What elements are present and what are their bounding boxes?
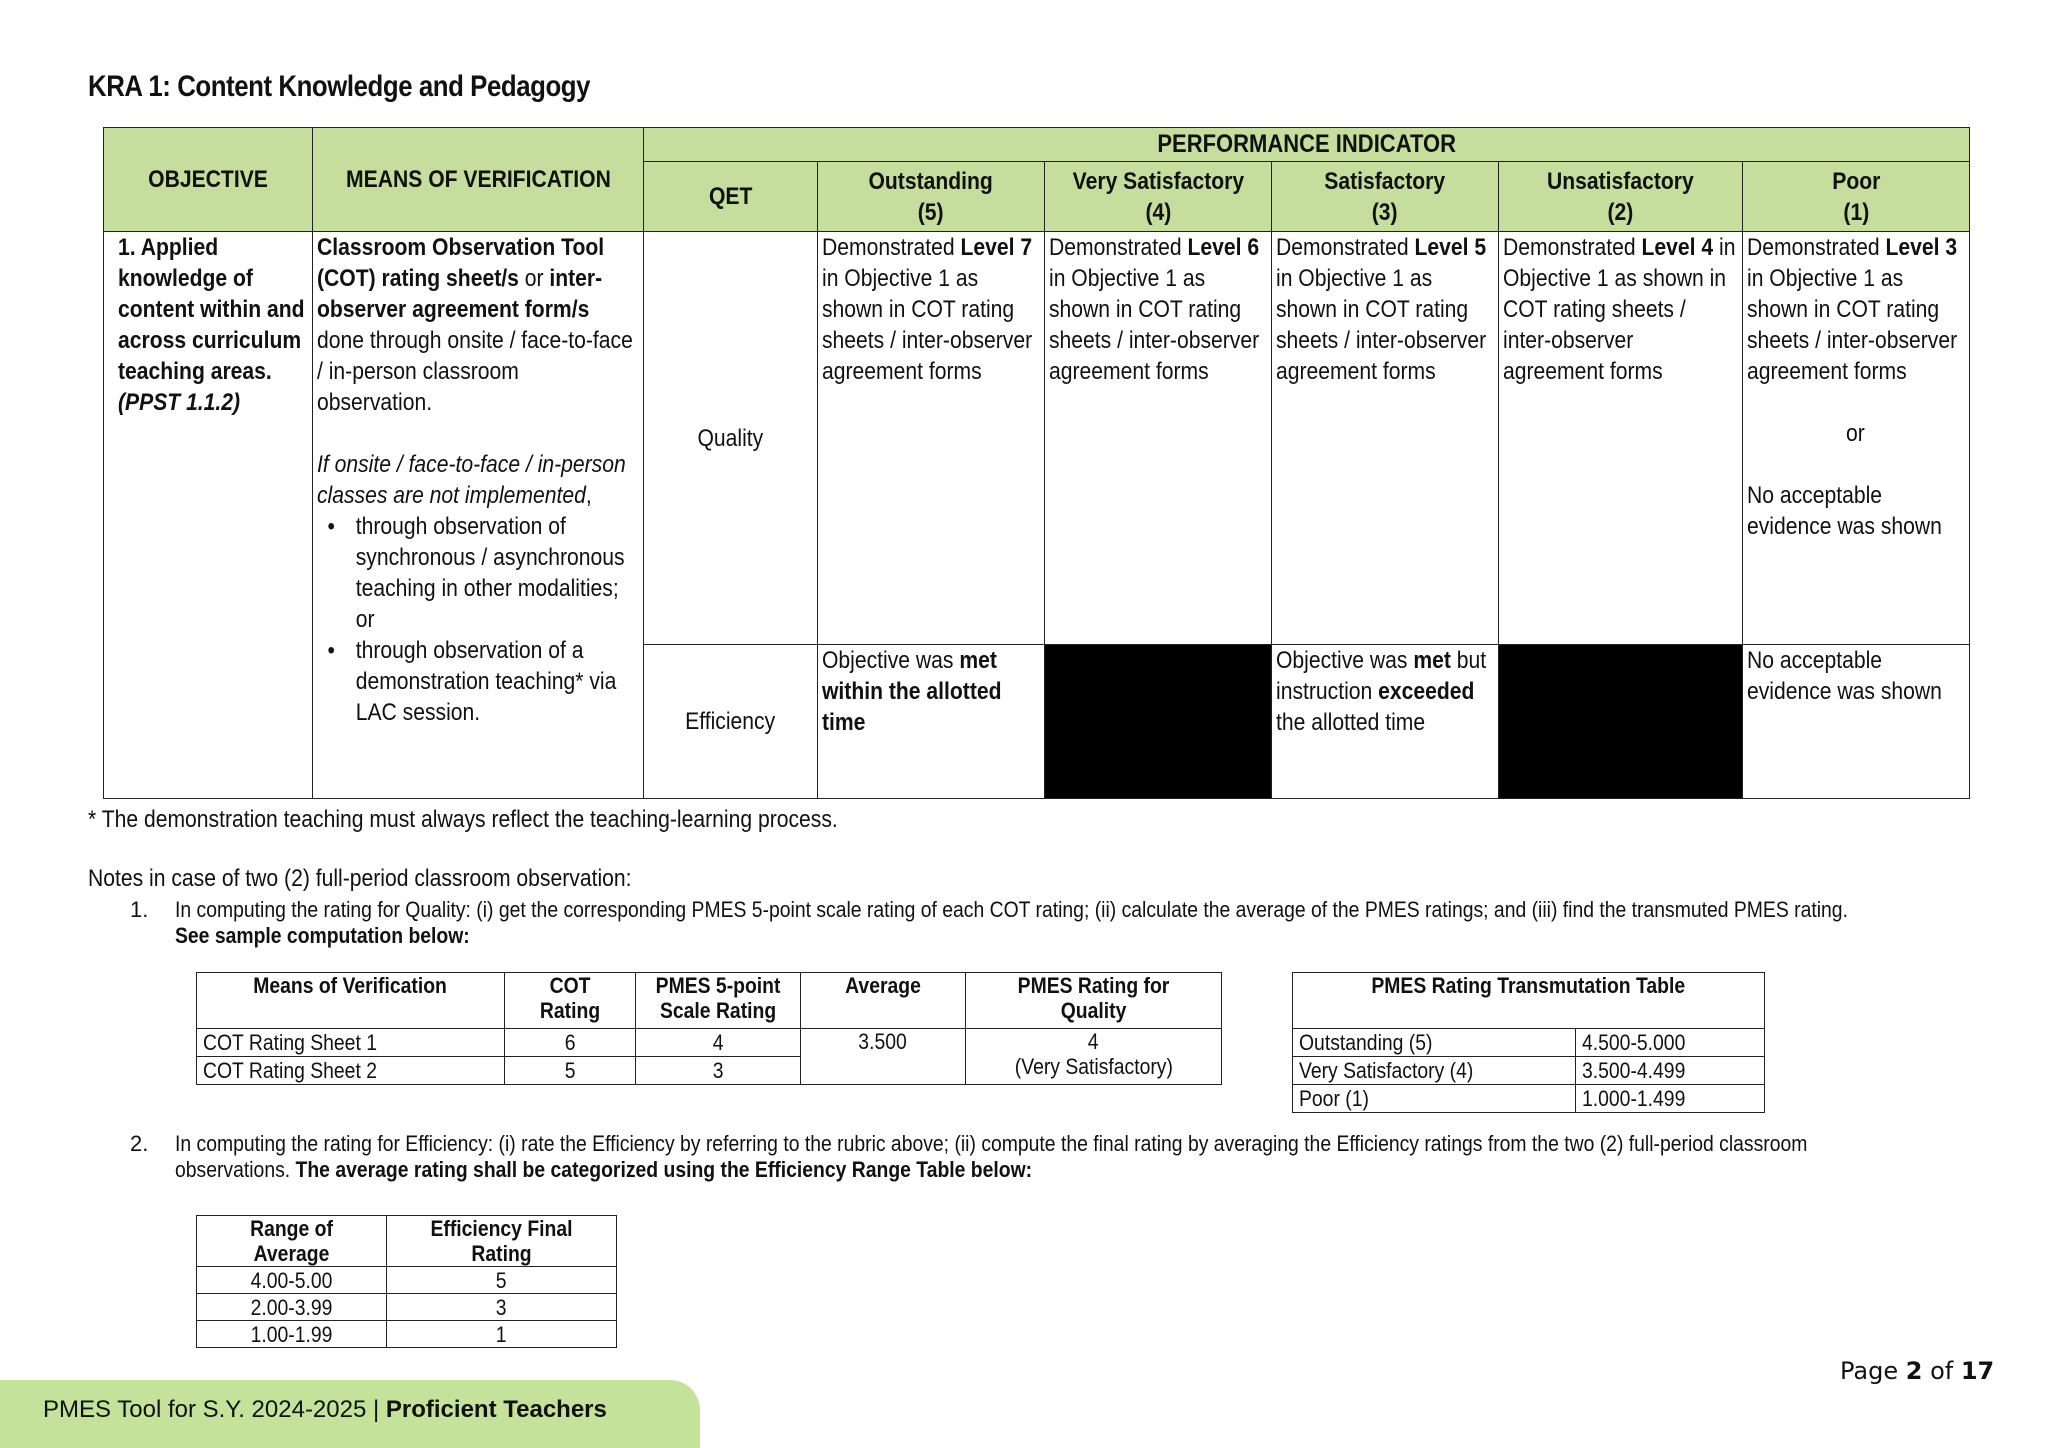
objective-text: 1. Applied knowledge of content within and across curriculum teaching areas. xyxy=(118,234,305,385)
sample-computation-table xyxy=(196,972,1222,1085)
header-means-of-verification: MEANS OF VERIFICATION xyxy=(313,128,644,232)
objective-ref: (PPST 1.1.2) xyxy=(118,389,241,416)
footer-text: PMES Tool for S.Y. 2024-2025 | Proficient Teachers xyxy=(43,1396,607,1423)
quality-poor: Demonstrated Level 3 in Objective 1 as shown in COT rating sheets / inter-observer agreement forms or No acceptable evidence was shown xyxy=(1743,232,1970,645)
means-bullet-2: • through observation of a demonstration teaching* via LAC session. xyxy=(317,635,637,728)
notes-intro: Notes in case of two (2) full-period classroom observation: xyxy=(88,865,632,892)
header-rating-poor: Poor (1) xyxy=(1743,162,1970,232)
transmutation-table xyxy=(1292,972,1765,1113)
objective-cell xyxy=(104,232,313,799)
header-rating-very-satisfactory: Very Satisfactory (4) xyxy=(1045,162,1272,232)
kra-title: KRA 1: Content Knowledge and Pedagogy xyxy=(88,70,591,103)
quality-outstanding: Demonstrated Level 7 in Objective 1 as shown in COT rating sheets / inter-observer agreement forms xyxy=(818,232,1045,645)
means-cell: Classroom Observation Tool (COT) rating sheet/s or inter-observer agreement form/s done through onsite / face-to-face / in-person classroom observation. If onsite / face-to-face / in-person classes are not implemented, • through observation of synchronous / asynchronous teaching in other modalities; or • through observation of a demonstration teaching* via LAC session. xyxy=(313,232,644,799)
table-row: 4.00-5.00 5 xyxy=(197,1267,617,1294)
transmutation-title: PMES Rating Transmutation Table xyxy=(1293,973,1765,1029)
sample-header-cot: COT Rating xyxy=(504,973,635,1029)
quality-very-satisfactory: Demonstrated Level 6 in Objective 1 as shown in COT rating sheets / inter-observer agreement forms xyxy=(1045,232,1272,645)
efficiency-range-table xyxy=(196,1215,617,1348)
sample-quality: 4 (Very Satisfactory) xyxy=(965,1029,1221,1085)
header-rating-outstanding: Outstanding (5) xyxy=(818,162,1045,232)
efficiency-poor: No acceptable evidence was shown xyxy=(1743,645,1970,799)
sample-header-quality: PMES Rating for Quality xyxy=(965,973,1221,1029)
header-qet: QET xyxy=(644,162,818,232)
means-bullet-1: • through observation of synchronous / asynchronous teaching in other modalities; or xyxy=(317,511,637,635)
table-row: Outstanding (5) 4.500-5.000 xyxy=(1293,1029,1765,1057)
rubric-table xyxy=(103,127,1970,799)
header-objective: OBJECTIVE xyxy=(104,128,313,232)
header-performance-indicator: PERFORMANCE INDICATOR xyxy=(644,128,1970,162)
efficiency-very-satisfactory-blocked xyxy=(1045,645,1272,799)
quality-unsatisfactory: Demonstrated Level 4 in Objective 1 as shown in COT rating sheets / inter-observer agreement forms xyxy=(1499,232,1743,645)
sample-average: 3.500 xyxy=(800,1029,965,1085)
table-row: COT Rating Sheet 2 5 3 xyxy=(197,1057,1222,1085)
qet-quality: Quality xyxy=(644,232,818,645)
table-row: 1.00-1.99 1 xyxy=(197,1321,617,1348)
efficiency-header-rating: Efficiency Final Rating xyxy=(387,1216,617,1267)
table-row: 2.00-3.99 3 xyxy=(197,1294,617,1321)
header-rating-unsatisfactory: Unsatisfactory (2) xyxy=(1499,162,1743,232)
footnote: * The demonstration teaching must always reflect the teaching-learning process. xyxy=(88,806,838,833)
efficiency-outstanding: Objective was met within the allotted time xyxy=(818,645,1045,799)
page-number: Page 2 of 17 xyxy=(1840,1357,1995,1385)
table-row: COT Rating Sheet 1 6 4 3.500 4 (Very Satisfactory) xyxy=(197,1029,1222,1057)
sample-header-mov: Means of Verification xyxy=(197,973,505,1029)
efficiency-header-range: Range of Average xyxy=(197,1216,387,1267)
qet-efficiency: Efficiency xyxy=(644,645,818,799)
header-rating-satisfactory: Satisfactory (3) xyxy=(1272,162,1499,232)
quality-satisfactory: Demonstrated Level 5 in Objective 1 as shown in COT rating sheets / inter-observer agreement forms xyxy=(1272,232,1499,645)
table-row: Very Satisfactory (4) 3.500-4.499 xyxy=(1293,1057,1765,1085)
efficiency-unsatisfactory-blocked xyxy=(1499,645,1743,799)
sample-header-pmes: PMES 5-point Scale Rating xyxy=(635,973,800,1029)
efficiency-satisfactory: Objective was met but instruction exceeded the allotted time xyxy=(1272,645,1499,799)
sample-header-average: Average xyxy=(800,973,965,1029)
table-row: Poor (1) 1.000-1.499 xyxy=(1293,1085,1765,1113)
